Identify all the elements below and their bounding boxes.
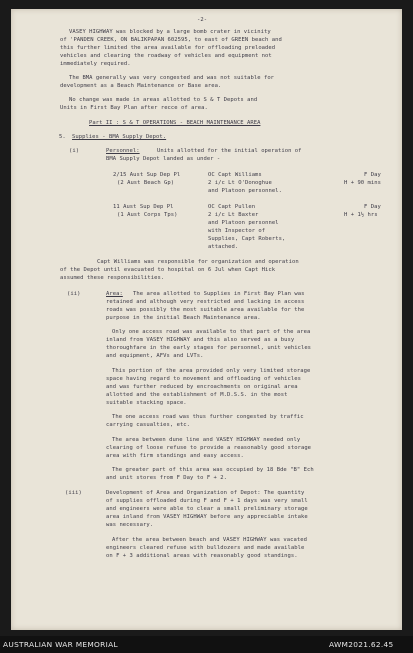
williams-line: of the Depot until evacuated to hospital on 6 Jul when Capt Hick [60,267,276,273]
area-line: area with firm standings and easy access. [106,453,244,459]
item-title: Personnel: [106,148,140,154]
area-line: allotted and the establishment of M.D.S.S. in the most [106,392,288,398]
item-text: BMA Supply Depot landed as under - [106,156,221,162]
bma-line: The BMA generally was very congested and was not suitable for [69,75,275,81]
item-text: Units allotted for the initial operation of [157,148,302,154]
williams-line: Capt Williams was responsible for organization and operation [97,259,299,265]
no-change-line: No change was made in areas allotted to S & T Depots and [69,97,258,103]
area-line: inland from VASEY HIGHWAY and this also served as a busy [106,337,295,343]
unit-day: F Day [364,172,381,178]
section-title: Supplies - BMA Supply Depot. [72,134,167,140]
footer-accession-number: AWM2021.62.45 [329,640,394,649]
development-line: Development of Area and Organization of Depot: The quantity [106,490,305,496]
unit-officer: Supplies, Capt Roberts, [208,236,286,242]
unit-officer: attached. [208,244,239,250]
area-line: Only one access road was available to that part of the area [112,329,311,335]
development-line: and engineers were able to clear a small preliminary storage [106,506,308,512]
unit-time: H + 1½ hrs [344,212,378,218]
area-line: The greater part of this area was occupied by 18 Bde "B" Ech [112,467,314,473]
area-line: roads was possibly the most suitable area available for the [106,307,305,313]
development-line: on F + 3 additional areas with reasonably good standings. [106,553,298,559]
area-line: The area between dune line and VASEY HIGHWAY needed only [112,437,301,443]
intro-line: immediately required. [60,61,131,67]
part-heading: Part II : S & T OPERATIONS - BEACH MAINTENANCE AREA [89,120,261,126]
williams-line: assumed these responsibilities. [60,275,165,281]
item-label: (i) [69,148,80,154]
area-line: The area allotted to Supplies in First Bay Plan was [133,291,305,297]
development-line: of supplies offloaded during F and F + 1 days was very small [106,498,308,504]
footer-archive-name: AUSTRALIAN WAR MEMORIAL [3,640,118,649]
area-line: carrying casualties, etc. [106,422,191,428]
area-line: and equipment, AFVs and LVTs. [106,353,204,359]
unit-officer: 2 i/c Lt O'Donoghue [208,180,272,186]
area-line: thoroughfare in the early stages for personnel, unit vehicles [106,345,312,351]
page-number: -2- [197,17,208,23]
unit-name: 11 Aust Sup Dep Pl [113,204,174,210]
item-label: (ii) [67,291,81,297]
intro-line: vehicles and clearing the roadway of vehicles and equipment not [60,53,272,59]
area-line: This portion of the area provided only very limited storage [112,368,311,374]
intro-line: this further limited the area available for offloading preloaded [60,45,276,51]
area-line: and was further reduced by encroachments on original area [106,384,298,390]
unit-officer: with Inspector of [208,228,266,234]
area-line: and unit stores from F Day to F + 2. [106,475,228,481]
area-line: The one access road was thus further congested by traffic [112,414,304,420]
area-line: space having regard to movement and offloading of vehicles [106,376,301,382]
unit-officer: OC Capt Pullen [208,204,256,210]
unit-name: 2/15 Aust Sup Dep Pl [113,172,181,178]
area-line: retained and although very restricted and lacking in access [106,299,305,305]
development-line: was necessary. [106,522,154,528]
unit-day: F Day [364,204,381,210]
document-page [11,9,402,630]
area-line: suitable stacking space. [106,400,187,406]
development-line: engineers cleared refuse with bulldozers and made available [106,545,305,551]
section-number: 5. [59,134,66,140]
unit-officer: 2 i/c Lt Baxter [208,212,259,218]
unit-officer: and Platoon personnel. [208,188,282,194]
unit-time: H + 90 mins [344,180,381,186]
intro-line: VASEY HIGHWAY was blocked by a large bomb crater in vicinity [69,29,271,35]
bma-line: development as a Beach Maintenance or Base area. [60,83,222,89]
intro-line: of 'PANDEN CREEK, ON BALIKPAPAN 602595, to east of GREEN beach and [60,37,282,43]
unit-officer: OC Capt Williams [208,172,262,178]
no-change-line: Units in First Bay Plan after recce of area. [60,105,208,111]
development-line: After the area between beach and VASEY HIGHWAY was vacated [112,537,307,543]
item-label: (iii) [65,490,82,496]
unit-officer: and Platoon personnel [208,220,279,226]
development-line: area inland from VASEY HIGHWAY before any appreciable intake [106,514,308,520]
area-line: purpose in the initial Beach Maintenance area. [106,315,261,321]
unit-name: (2 Aust Beach Gp) [117,180,175,186]
unit-name: (1 Aust Corps Tps) [117,212,178,218]
item-title: Area: [106,291,123,297]
area-line: clearing of loose refuse to provide a reasonably good storage [106,445,312,451]
